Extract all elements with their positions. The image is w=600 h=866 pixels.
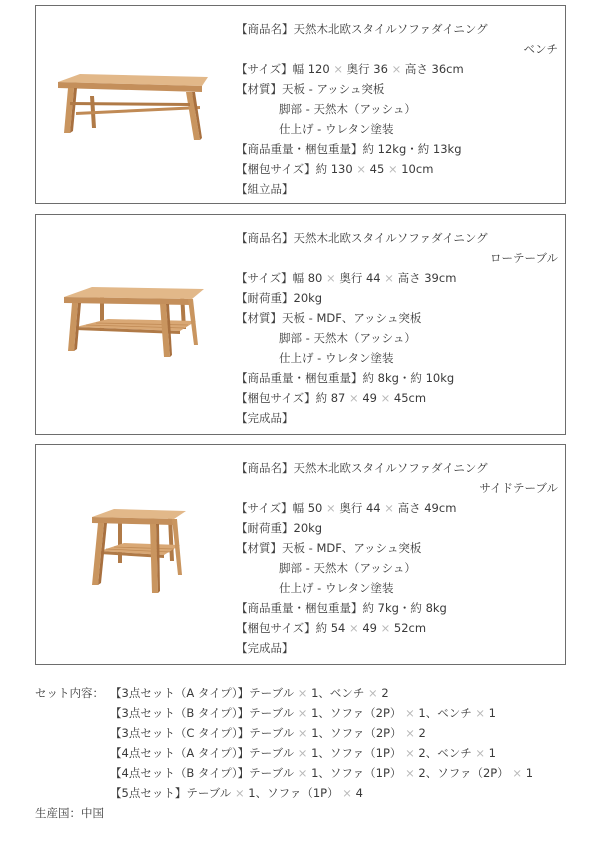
product-card-side-table [35, 444, 566, 665]
spec-name: 【商品名】天然木北欧スタイルソファダイニング [236, 231, 488, 245]
set-row [35, 763, 575, 783]
spec-name: 【商品名】天然木北欧スタイルソファダイニング [236, 22, 488, 36]
spec-assembly: 【完成品】 [236, 411, 294, 425]
set-item: 【3点セット（A タイプ）】テーブル × 1、ベンチ × 2 [110, 686, 389, 700]
spec-package: 【梱包サイズ】約 54 × 49 × 52cm [236, 621, 427, 635]
spec-material: 【材質】天板 - MDF、アッシュ突板 [236, 541, 422, 555]
set-item: 【4点セット（A タイプ）】テーブル × 1、ソファ（1P） × 2、ベンチ × 1 [110, 746, 496, 760]
side-table-illustration [88, 505, 198, 605]
spec-name-sub: ベンチ [523, 42, 558, 56]
set-row [35, 683, 575, 703]
spec-assembly: 【完成品】 [236, 641, 294, 655]
spec-material-finish: 仕上げ - ウレタン塗装 [279, 122, 394, 136]
spec-weight: 【商品重量・梱包重量】約 8kg・約 10kg [236, 371, 455, 385]
low-table-illustration [56, 281, 216, 381]
spec-material-leg: 脚部 - 天然木（アッシュ） [279, 102, 416, 116]
spec-weight: 【商品重量・梱包重量】約 7kg・約 8kg [236, 601, 447, 615]
bench-illustration [50, 68, 210, 158]
spec-name: 【商品名】天然木北欧スタイルソファダイニング [236, 461, 488, 475]
spec-weight: 【商品重量・梱包重量】約 12kg・約 13kg [236, 142, 462, 156]
set-contents [35, 683, 575, 803]
set-row [35, 703, 575, 723]
spec-material-finish: 仕上げ - ウレタン塗装 [279, 351, 394, 365]
set-row [35, 723, 575, 743]
set-row [35, 743, 575, 763]
product-card-bench [35, 5, 566, 204]
origin-country: 生産国：中国 [35, 806, 104, 820]
spec-material: 【材質】天板 - アッシュ突板 [236, 82, 385, 96]
bench-specs [236, 19, 558, 199]
spec-size: 【サイズ】幅 80 × 奥行 44 × 高さ 39cm [236, 271, 457, 285]
spec-assembly: 【組立品】 [236, 182, 294, 196]
set-row [35, 783, 575, 803]
spec-material-leg: 脚部 - 天然木（アッシュ） [279, 561, 416, 575]
set-item: 【3点セット（C タイプ）】テーブル × 1、ソファ（2P） × 2 [110, 726, 426, 740]
low-table-specs [236, 228, 558, 428]
spec-size: 【サイズ】幅 50 × 奥行 44 × 高さ 49cm [236, 501, 457, 515]
spec-material-finish: 仕上げ - ウレタン塗装 [279, 581, 394, 595]
spec-load: 【耐荷重】20kg [236, 291, 323, 305]
set-contents-heading: セット内容： [35, 686, 104, 700]
spec-load: 【耐荷重】20kg [236, 521, 323, 535]
spec-name-sub: ローテーブル [490, 251, 558, 265]
spec-package: 【梱包サイズ】約 87 × 49 × 45cm [236, 391, 427, 405]
product-card-low-table [35, 214, 566, 435]
side-table-specs [236, 458, 558, 658]
spec-material-leg: 脚部 - 天然木（アッシュ） [279, 331, 416, 345]
spec-size: 【サイズ】幅 120 × 奥行 36 × 高さ 36cm [236, 62, 464, 76]
set-item: 【3点セット（B タイプ）】テーブル × 1、ソファ（2P） × 1、ベンチ × 1 [110, 706, 496, 720]
set-item: 【5点セット】テーブル × 1、ソファ（1P） × 4 [110, 786, 363, 800]
spec-package: 【梱包サイズ】約 130 × 45 × 10cm [236, 162, 434, 176]
spec-material: 【材質】天板 - MDF、アッシュ突板 [236, 311, 422, 325]
spec-name-sub: サイドテーブル [479, 481, 558, 495]
set-item: 【4点セット（B タイプ）】テーブル × 1、ソファ（1P） × 2、ソファ（2P） × 1 [110, 766, 534, 780]
